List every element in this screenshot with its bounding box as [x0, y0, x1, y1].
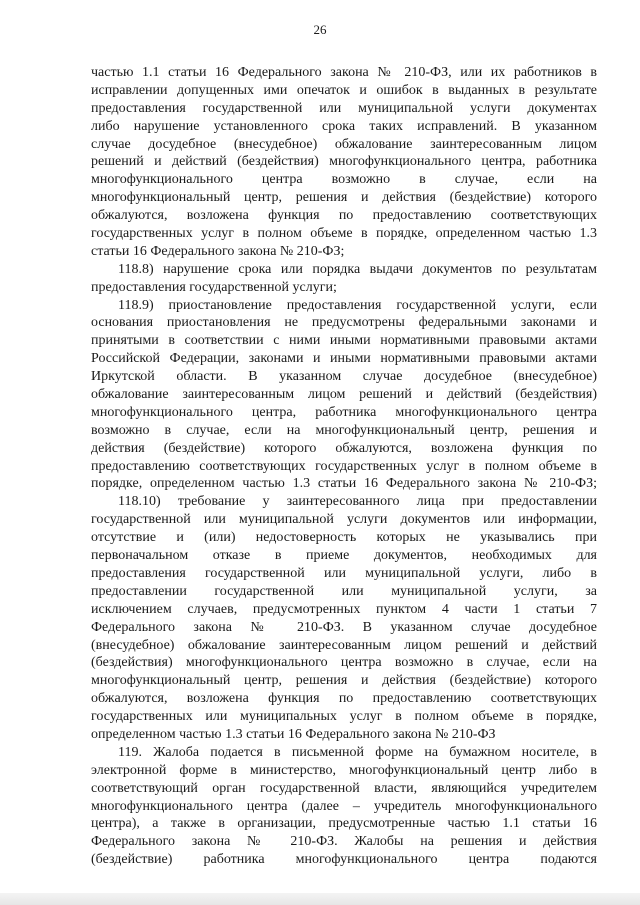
text-line: многофункциональный центр, решения и действия (бездействие) которого	[91, 190, 597, 206]
text-line: предоставлении государственной или муниципальной услуги, за	[91, 583, 597, 599]
text-line: исключением случаев, предусмотренных пунктом 4 части 1 статьи 7	[91, 601, 597, 617]
body-text	[91, 64, 597, 869]
text-line: 118.10) требование у заинтересованного лица при предоставлении	[118, 494, 597, 510]
page-bottom-edge	[0, 893, 640, 905]
text-line: первоначальном отказе в приеме документов, необходимых для	[91, 548, 597, 564]
text-line: 119. Жалоба подается в письменной форме на бумажном носителе, в	[118, 744, 597, 760]
text-line: Иркутской области. В указанном случае досудебное (внесудебное)	[91, 369, 597, 385]
text-line: многофункциональный центр, решения и действия (бездействие) которого	[91, 673, 597, 689]
text-line: центра), а также в организации, предусмотренные частью 1.1 статьи 16	[91, 816, 597, 832]
page-number: 26	[313, 22, 327, 37]
text-line: многофункционального центра возможно в случае, если на	[91, 172, 597, 188]
text-line: электронной форме в министерство, многофункциональный центр либо в	[91, 762, 597, 778]
text-line: действия (бездействие) которого обжалуются, возложена функция по	[91, 440, 597, 456]
text-line: принятыми в соответствии с ними иными нормативными правовыми актами	[91, 333, 597, 349]
text-line: Федерального закона № 210-ФЗ. В указанном случае досудебное	[91, 619, 597, 635]
text-line: либо нарушение установленного срока таких исправлений. В указанном	[91, 118, 597, 134]
text-line: 118.9) приостановление предоставления государственной услуги, если	[118, 297, 597, 313]
text-line: предоставления государственной или муниципальной услуги документах	[91, 100, 597, 116]
text-line: предоставления государственной или муниципальной услуги, либо в	[91, 565, 597, 581]
text-line: отсутствие и (или) недостоверность которых не указывались при	[91, 530, 597, 546]
text-line: порядке, определенном частью 1.3 статьи 16 Федерального закона № 210-ФЗ;	[91, 476, 597, 492]
text-line: возможно в случае, если на многофункциональный центр, решения и	[91, 422, 597, 438]
text-line: обжалуются, возложена функция по предоставлению соответствующих	[91, 208, 597, 224]
text-line: соответствующий орган государственной власти, являющийся учредителем	[91, 780, 597, 796]
text-line: Российской Федерации, законами и иными нормативными правовыми актами	[91, 351, 597, 367]
text-line: решений и действий (бездействия) многофункционального центра, работника	[91, 154, 597, 170]
text-line: основания приостановления не предусмотрены федеральными законами и	[91, 315, 597, 331]
text-line: обжалование заинтересованным лицом решений и действий (бездействия)	[91, 387, 597, 403]
text-line: (внесудебное) обжалование заинтересованным лицом решений и действий	[91, 637, 597, 653]
text-line: предоставлению соответствующих государственных услуг в полном объеме в	[91, 458, 597, 474]
text-line: обжалуются, возложена функция по предоставлению соответствующих	[91, 691, 597, 707]
text-line: предоставления государственной услуги;	[91, 279, 337, 295]
text-line: многофункционального центра (далее – учредитель многофункционального	[91, 798, 597, 814]
text-line: многофункционального центра, работника многофункционального центра	[91, 404, 597, 420]
text-line: статьи 16 Федерального закона № 210-ФЗ;	[91, 243, 345, 259]
text-line: государственных услуг в полном объеме в порядке, определенном частью 1.3	[91, 226, 597, 242]
text-line: исправлении допущенных ими опечаток и ошибок в выданных в результате	[91, 82, 597, 98]
text-line: государственной или муниципальной услуги документов или информации,	[91, 512, 597, 528]
text-line: 118.8) нарушение срока или порядка выдачи документов по результатам	[118, 261, 597, 277]
text-line: (бездействия) многофункционального центра возможно в случае, если на	[91, 655, 597, 671]
text-line: (бездействие) работника многофункционального центра подаются	[91, 852, 597, 868]
text-line: государственных или муниципальных услуг в полном объеме в порядке,	[91, 709, 597, 725]
text-line: случае досудебное (внесудебное) обжалование заинтересованным лицом	[91, 136, 597, 152]
text-line: Федерального закона № 210-ФЗ. Жалобы на решения и действия	[91, 834, 597, 850]
text-line: частью 1.1 статьи 16 Федерального закона № 210-ФЗ, или их работников в	[91, 65, 597, 80]
text-line: определенном частью 1.3 статьи 16 Федерального закона № 210-ФЗ	[91, 726, 496, 742]
